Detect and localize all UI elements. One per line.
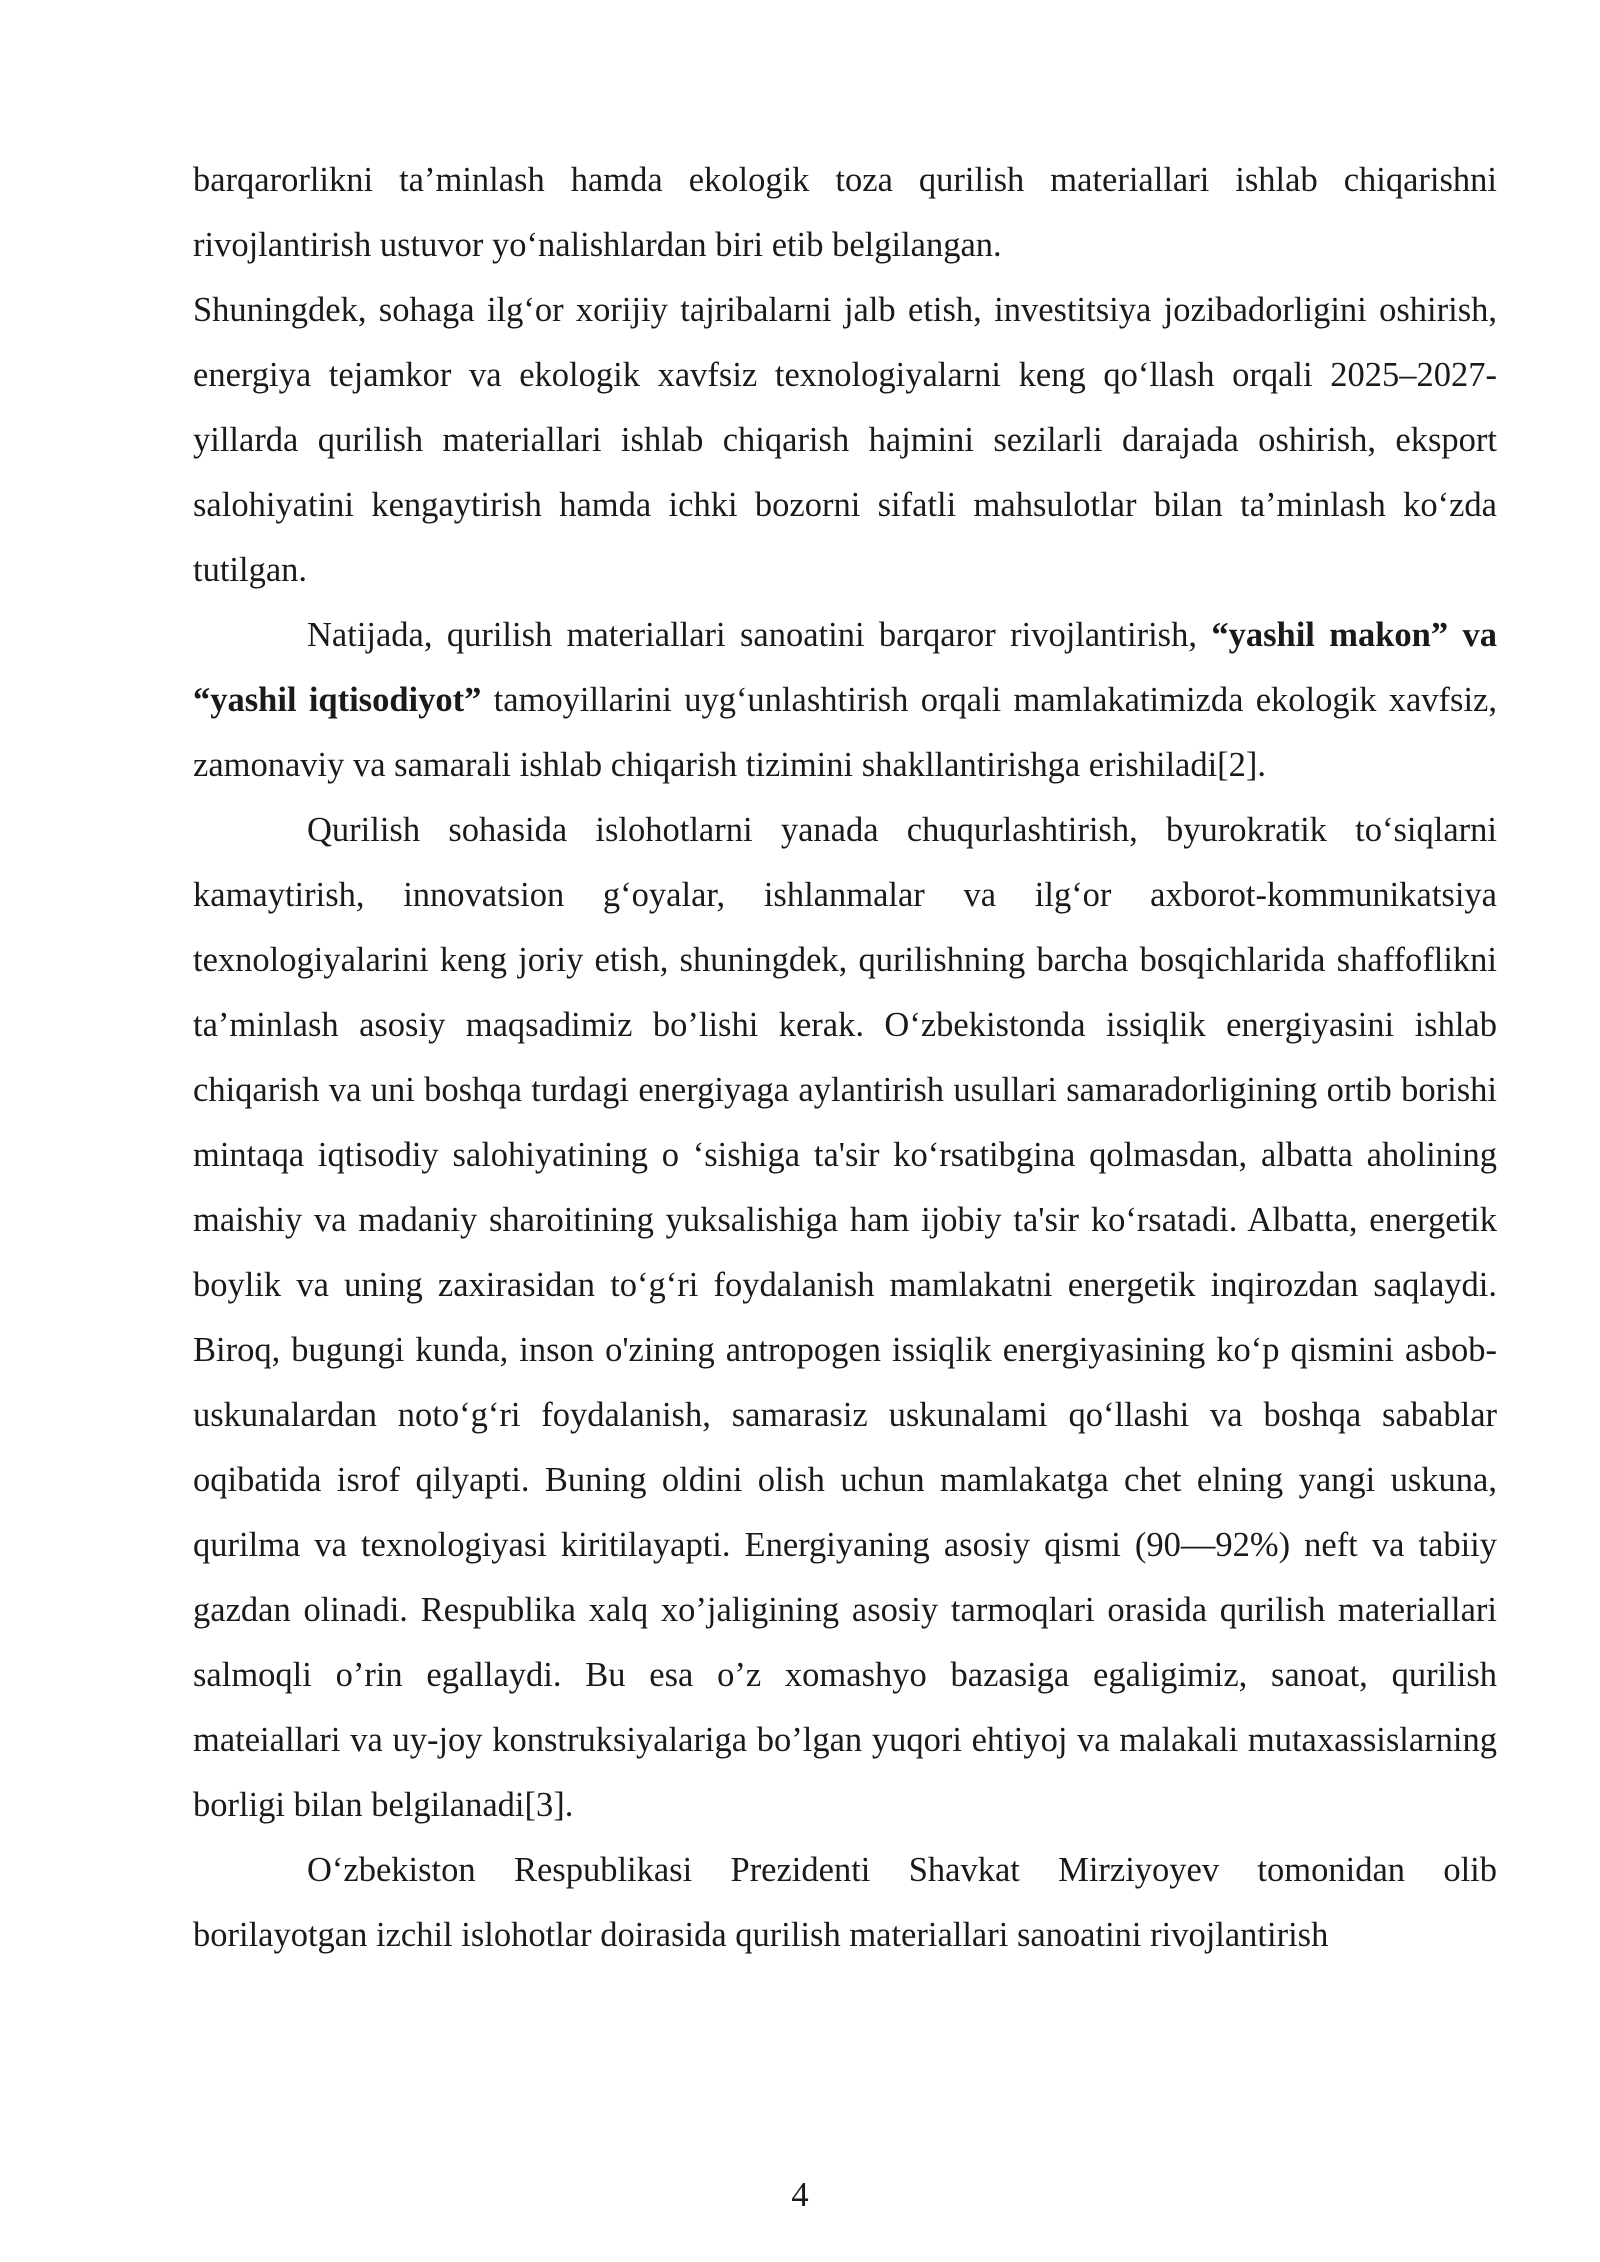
paragraph-ozbekiston (193, 1838, 1497, 1968)
paragraph-shuningdek (193, 278, 1497, 603)
paragraph-text: O‘zbekiston Respublikasi Prezidenti Shavkat Mirziyoyev tomonidan olib borilayotgan izchil islohotlar doirasida qurilish materiallari sanoatini rivojlantirish (193, 1851, 1497, 1954)
body-text (193, 148, 1497, 1968)
paragraph-text: Natijada, qurilish materiallari sanoatini barqaror rivojlantirish, (307, 616, 1212, 654)
paragraph-text: tamoyillarini uyg‘unlashtirish orqali mamlakatimizda ekologik xavfsiz, zamonaviy va samarali ishlab chiqarish tizimini shakllantirishga erishiladi[2]. (193, 681, 1497, 784)
paragraph-continuation (193, 148, 1497, 278)
paragraph-text: Qurilish sohasida islohotlarni yanada chuqurlashtirish, byurokratik to‘siqlarni kamaytirish, innovatsion g‘oyalar, ishlanmalar va ilg‘or axborot-kommunikatsiya texnologiyalarini keng joriy etish, shuningdek, qurilishning barcha bosqichlarida shaffoflikni ta’minlash asosiy maqsadimiz bo’lishi kerak. O‘zbekistonda issiqlik energiyasini ishlab chiqarish va uni boshqa turdagi energiyaga aylantirish usullari samaradorligining ortib borishi mintaqa iqtisodiy salohiyatining o ‘sishiga ta'sir ko‘rsatibgina qolmasdan, albatta aholining maishiy va madaniy sharoitining yuksalishiga ham ijobiy ta'sir ko‘rsatadi. Albatta, energetik boylik va uning zaxirasidan to‘g‘ri foydalanish mamlakatni energetik inqirozdan saqlaydi. Biroq, bugungi kunda, inson o'zining antropogen issiqlik energiyasining ko‘p qismini asbob-uskunalardan noto‘g‘ri foydalanish, samarasiz uskunalami qo‘llashi va boshqa sabablar oqibatida isrof qilyapti. Buning oldini olish uchun mamlakatga chet elning yangi uskuna, qurilma va texnologiyasi kiritilayapti. Energiyaning asosiy qismi (90—92%) neft va tabiiy gazdan olinadi. Respublika xalq xo’jaligining asosiy tarmoqlari orasida qurilish materiallari salmoqli o’rin egallaydi. Bu esa o’z xomashyo bazasiga egaligimiz, sanoat, qurilish mateiallari va uy-joy konstruksiyalariga bo’lgan yuqori ehtiyoj va malakali mutaxassislarning borligi bilan belgilanadi[3]. (193, 811, 1497, 1824)
paragraph-natijada (193, 603, 1497, 798)
paragraph-text: Shuningdek, sohaga ilg‘or xorijiy tajribalarni jalb etish, investitsiya jozibadorligini oshirish, energiya tejamkor va ekologik xavfsiz texnologiyalarni keng qo‘llash orqali 2025–2027-yillarda qurilish materiallari ishlab chiqarish hajmini sezilarli darajada oshirish, eksport salohiyatini kengaytirish hamda ichki bozorni sifatli mahsulotlar bilan ta’minlash ko‘zda tutilgan. (193, 291, 1497, 589)
page-number: 4 (791, 2176, 809, 2214)
paragraph-text: barqarorlikni ta’minlash hamda ekologik toza qurilish materiallari ishlab chiqarishni rivojlantirish ustuvor yo‘nalishlardan biri etib belgilangan. (193, 161, 1497, 264)
bold-phrase: “yashil makon” va “yashil iqtisodiyot” (193, 616, 1497, 719)
paragraph-qurilish (193, 798, 1497, 1838)
